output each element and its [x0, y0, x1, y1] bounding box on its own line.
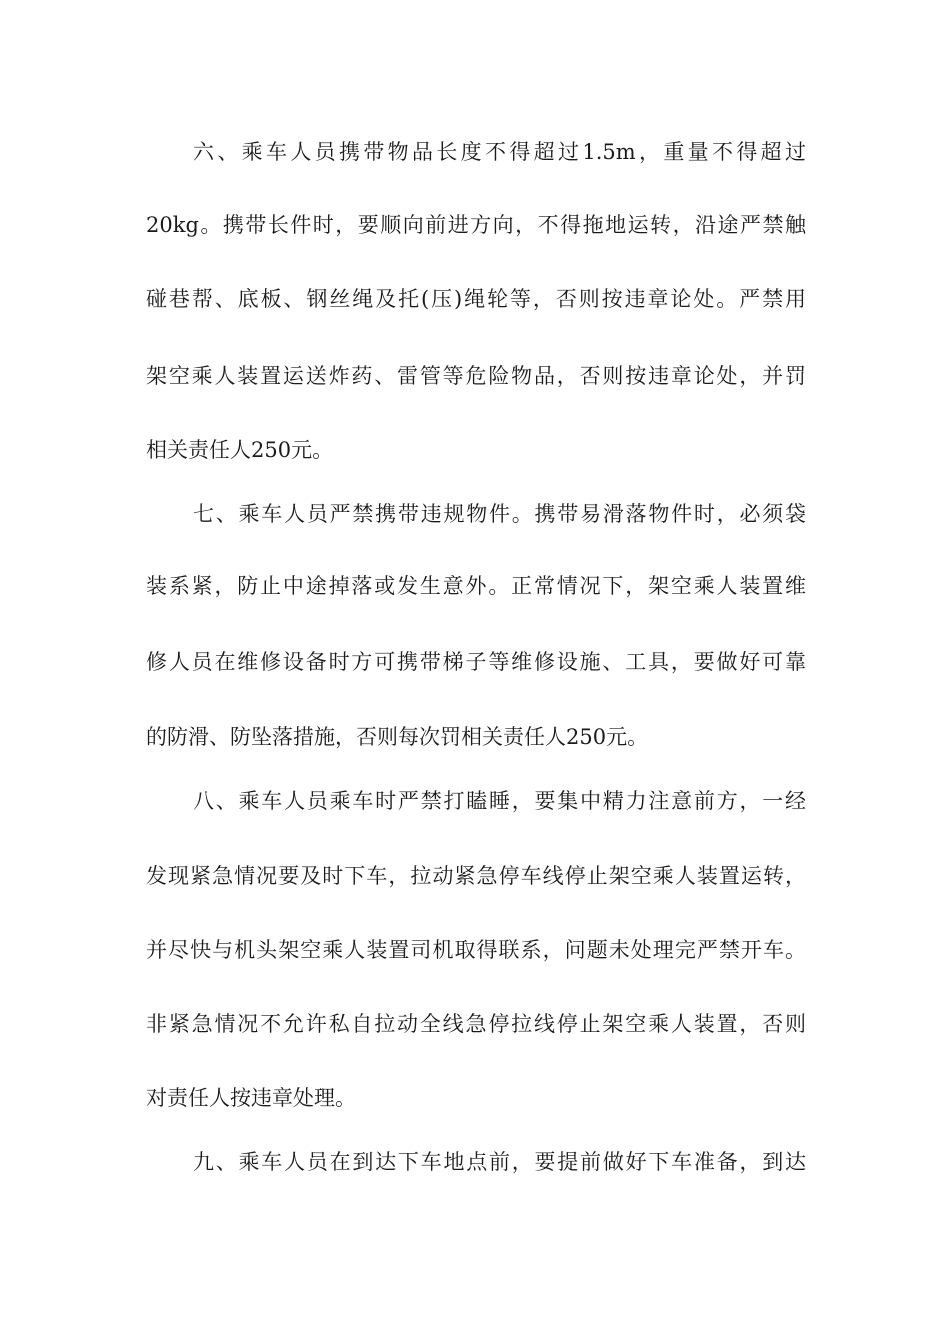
paragraph-9-line-1: 九、乘车人员在到达下车地点前，要提前做好下车准备，到达	[193, 1150, 806, 1174]
paragraph-6-line-3: 碰巷帮、底板、钢丝绳及托(压)绳轮等，否则按违章论处。严禁用	[146, 287, 806, 311]
paragraph-6-line-4: 架空乘人装置运送炸药、雷管等危险物品，否则按违章论处，并罚	[146, 364, 806, 388]
paragraph-8-line-3: 并尽快与机头架空乘人装置司机取得联系，问题未处理完严禁开车。	[146, 938, 806, 962]
paragraph-8-line-2: 发现紧急情况要及时下车，拉动紧急停车线停止架空乘人装置运转，	[146, 864, 806, 888]
paragraph-7-line-1: 七、乘车人员严禁携带违规物件。携带易滑落物件时，必须袋	[193, 502, 806, 526]
paragraph-7-line-2: 装系紧，防止中途掉落或发生意外。正常情况下，架空乘人装置维	[146, 574, 806, 598]
paragraph-6-line-2: 20kg。携带长件时，要顺向前进方向，不得拖地运转，沿途严禁触	[146, 213, 806, 237]
paragraph-8-line-1: 八、乘车人员乘车时严禁打瞌睡，要集中精力注意前方，一经	[193, 789, 806, 813]
paragraph-7-line-3: 修人员在维修设备时方可携带梯子等维修设施、工具，要做好可靠	[146, 650, 806, 674]
paragraph-8-line-4: 非紧急情况不允许私自拉动全线急停拉线停止架空乘人装置，否则	[146, 1012, 806, 1036]
paragraph-6-line-1: 六、乘车人员携带物品长度不得超过1.5m，重量不得超过	[193, 140, 806, 164]
paragraph-6-line-5: 相关责任人250元。	[146, 438, 334, 462]
paragraph-7-line-4: 的防滑、防坠落措施，否则每次罚相关责任人250元。	[146, 725, 649, 749]
paragraph-8-line-5: 对责任人按违章处理。	[146, 1086, 356, 1110]
